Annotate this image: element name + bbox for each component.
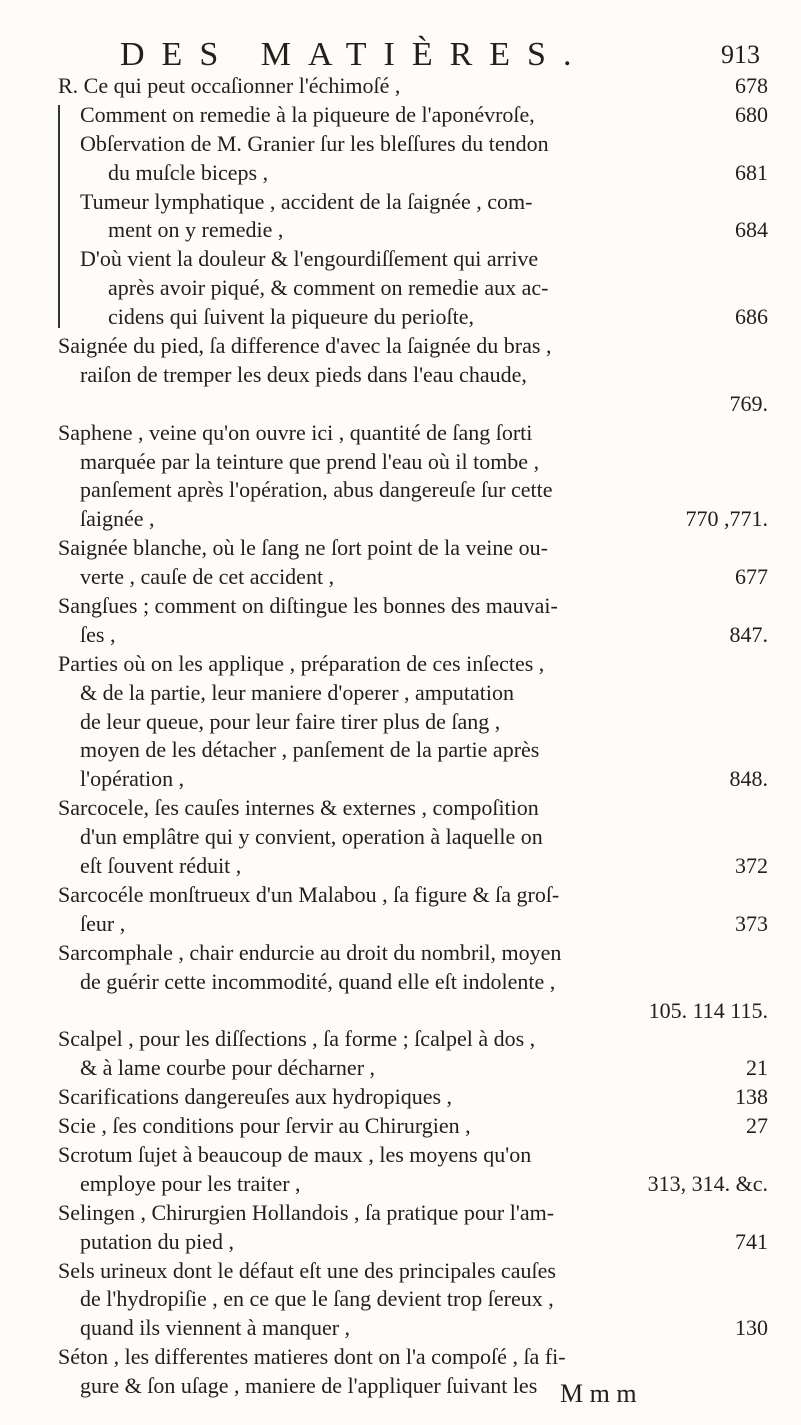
entry-text: d'un emplâtre qui y convient, operation à laquelle on xyxy=(80,824,543,850)
page-reference: 372 xyxy=(735,853,768,879)
page-reference: 373 xyxy=(735,910,768,936)
page-reference: 770 ,771. xyxy=(685,506,768,532)
entry-text: Sangſues ; comment on diſtingue les bonnes des mauvai- xyxy=(58,593,558,619)
entry-text: Scie , ſes conditions pour ſervir au Chirurgien , xyxy=(58,1113,471,1139)
index-line xyxy=(58,592,768,621)
entry-text: verte , cauſe de cet accident , xyxy=(80,564,335,590)
page-reference: 681 xyxy=(735,159,768,185)
index-line xyxy=(58,939,768,968)
index-line xyxy=(58,997,768,1026)
index-line xyxy=(58,130,768,159)
entry-text: Sarcocéle monſtrueux d'un Malabou , ſa figure & ſa groſ- xyxy=(58,881,560,907)
entry-text: marquée par la teinture que prend l'eau où il tombe , xyxy=(80,448,540,474)
index-line xyxy=(58,216,768,245)
index-line xyxy=(58,332,768,361)
index-line xyxy=(58,968,768,997)
signature-mark: M m m xyxy=(560,1379,637,1408)
entry-text: eſt ſouvent réduit , xyxy=(80,853,242,879)
index-line xyxy=(58,159,768,188)
index-line xyxy=(58,505,768,534)
entry-text: Saignée blanche, où le ſang ne ſort point de la veine ou- xyxy=(58,535,548,561)
index-line xyxy=(58,1083,768,1112)
index-line xyxy=(58,419,768,448)
entry-text: Obſervation de M. Granier ſur les bleſſures du tendon xyxy=(80,130,549,156)
page-reference: 741 xyxy=(735,1228,768,1254)
page-reference: 27 xyxy=(746,1113,768,1139)
entry-text: panſement après l'opération, abus dangereuſe ſur cette xyxy=(80,477,553,503)
page-reference: 680 xyxy=(735,101,768,127)
entry-text: employe pour les traiter , xyxy=(80,1170,301,1196)
entry-text: de l'hydropiſie , en ce que le ſang devient trop ſereux , xyxy=(80,1286,554,1312)
index-line xyxy=(58,650,768,679)
page-header xyxy=(120,36,760,76)
entry-text: Sarcomphale , chair endurcie au droit du nombril, moyen xyxy=(58,939,562,965)
entry-text: ſes , xyxy=(80,621,116,647)
entry-text: Sarcocele, ſes cauſes internes & externes , compoſition xyxy=(58,795,539,821)
page-reference: 848. xyxy=(729,766,768,792)
index-line xyxy=(58,1112,768,1141)
index-line xyxy=(58,390,768,419)
index-line xyxy=(58,448,768,477)
entry-text: Selingen , Chirurgien Hollandois , ſa pratique pour l'am- xyxy=(58,1199,555,1225)
entry-text: quand ils viennent à manquer , xyxy=(80,1315,351,1341)
index-line xyxy=(58,1228,768,1257)
page-reference: 677 xyxy=(735,564,768,590)
index-line xyxy=(58,708,768,737)
entry-text: Saphene , veine qu'on ouvre ici , quantité de ſang ſorti xyxy=(58,419,533,445)
entry-text: Séton , les differentes matieres dont on l'a compoſé , ſa fi- xyxy=(58,1344,566,1370)
entry-text: raiſon de tremper les deux pieds dans l'eau chaude, xyxy=(80,361,527,387)
page-reference: 138 xyxy=(735,1084,768,1110)
index-line xyxy=(58,910,768,939)
entry-text: D'où vient la douleur & l'engourdiſſement qui arrive xyxy=(80,246,539,272)
index-line xyxy=(58,101,768,130)
index-line xyxy=(58,1025,768,1054)
entry-text: ment on y remedie , xyxy=(108,217,284,243)
index-line xyxy=(58,823,768,852)
index-line xyxy=(58,679,768,708)
entry-text: du muſcle biceps , xyxy=(108,159,269,185)
page-number: 913 xyxy=(721,40,760,69)
entry-text: & à lame courbe pour décharner , xyxy=(80,1055,376,1081)
entry-text: Tumeur lymphatique , accident de la ſaignée , com- xyxy=(80,188,533,214)
index-line xyxy=(58,765,768,794)
entry-text: Parties où on les applique , préparation de ces inſectes , xyxy=(58,650,545,676)
entry-text: R. Ce qui peut occaſionner l'échimoſé , xyxy=(58,73,401,98)
index-line xyxy=(58,881,768,910)
index-line xyxy=(58,303,768,332)
index-line xyxy=(58,1054,768,1083)
page-reference: 105. 114 115. xyxy=(648,997,768,1023)
index-line xyxy=(58,852,768,881)
entry-text: moyen de les détacher , panſement de la partie après xyxy=(80,737,540,763)
entry-text: putation du pied , xyxy=(80,1228,234,1254)
grouping-brace xyxy=(58,105,82,328)
index-line xyxy=(58,1199,768,1228)
entry-text: gure & ſon uſage , maniere de l'appliquer ſuivant les xyxy=(80,1373,538,1399)
page-reference: 21 xyxy=(746,1055,768,1081)
index-line xyxy=(58,563,768,592)
entry-text: Scarifications dangereuſes aux hydropiques , xyxy=(58,1084,453,1110)
entry-text: de leur queue, pour leur faire tirer plus de ſang , xyxy=(80,708,501,734)
index-line xyxy=(58,1343,768,1372)
index-line xyxy=(58,1372,768,1401)
index-line xyxy=(58,736,768,765)
page-reference: 769. xyxy=(729,390,768,416)
entry-text: Scrotum ſujet à beaucoup de maux , les moyens qu'on xyxy=(58,1141,532,1167)
page-reference: 847. xyxy=(729,621,768,647)
index-line xyxy=(58,1170,768,1199)
index-line xyxy=(58,1314,768,1343)
running-title: DES MATIÈRES. xyxy=(120,36,589,73)
index-line xyxy=(58,1257,768,1286)
index-line xyxy=(58,621,768,650)
index-line xyxy=(58,1141,768,1170)
entry-text: l'opération , xyxy=(80,766,185,792)
index-line xyxy=(58,188,768,217)
entry-text: Sels urineux dont le défaut eſt une des principales cauſes xyxy=(58,1257,556,1283)
entry-text: de guérir cette incommodité, quand elle eſt indolente , xyxy=(80,968,556,994)
entry-text: Saignée du pied, ſa difference d'avec la ſaignée du bras , xyxy=(58,333,552,359)
index-line xyxy=(58,361,768,390)
index-line xyxy=(58,534,768,563)
page-reference: 678 xyxy=(735,73,768,98)
index-line xyxy=(58,245,768,274)
index-line xyxy=(58,476,768,505)
index-line xyxy=(58,274,768,303)
page-reference: 684 xyxy=(735,217,768,243)
entry-text: Comment on remedie à la piqueure de l'aponévroſe, xyxy=(80,101,535,127)
page-reference: 686 xyxy=(735,304,768,330)
entry-text: ſaignée , xyxy=(80,506,155,532)
index-line xyxy=(58,72,768,101)
entry-text: après avoir piqué, & comment on remedie aux ac- xyxy=(108,275,549,301)
index-line xyxy=(58,1285,768,1314)
index-line xyxy=(58,794,768,823)
index-entries xyxy=(58,72,768,1401)
entry-text: Scalpel , pour les diſſections , ſa forme ; ſcalpel à dos , xyxy=(58,1026,536,1052)
page-reference: 313, 314. &c. xyxy=(647,1170,768,1196)
entry-text: cidens qui ſuivent la piqueure du perioſte, xyxy=(108,304,474,330)
page-reference: 130 xyxy=(735,1315,768,1341)
entry-text: ſeur , xyxy=(80,910,126,936)
entry-text: & de la partie, leur maniere d'operer , amputation xyxy=(80,679,515,705)
